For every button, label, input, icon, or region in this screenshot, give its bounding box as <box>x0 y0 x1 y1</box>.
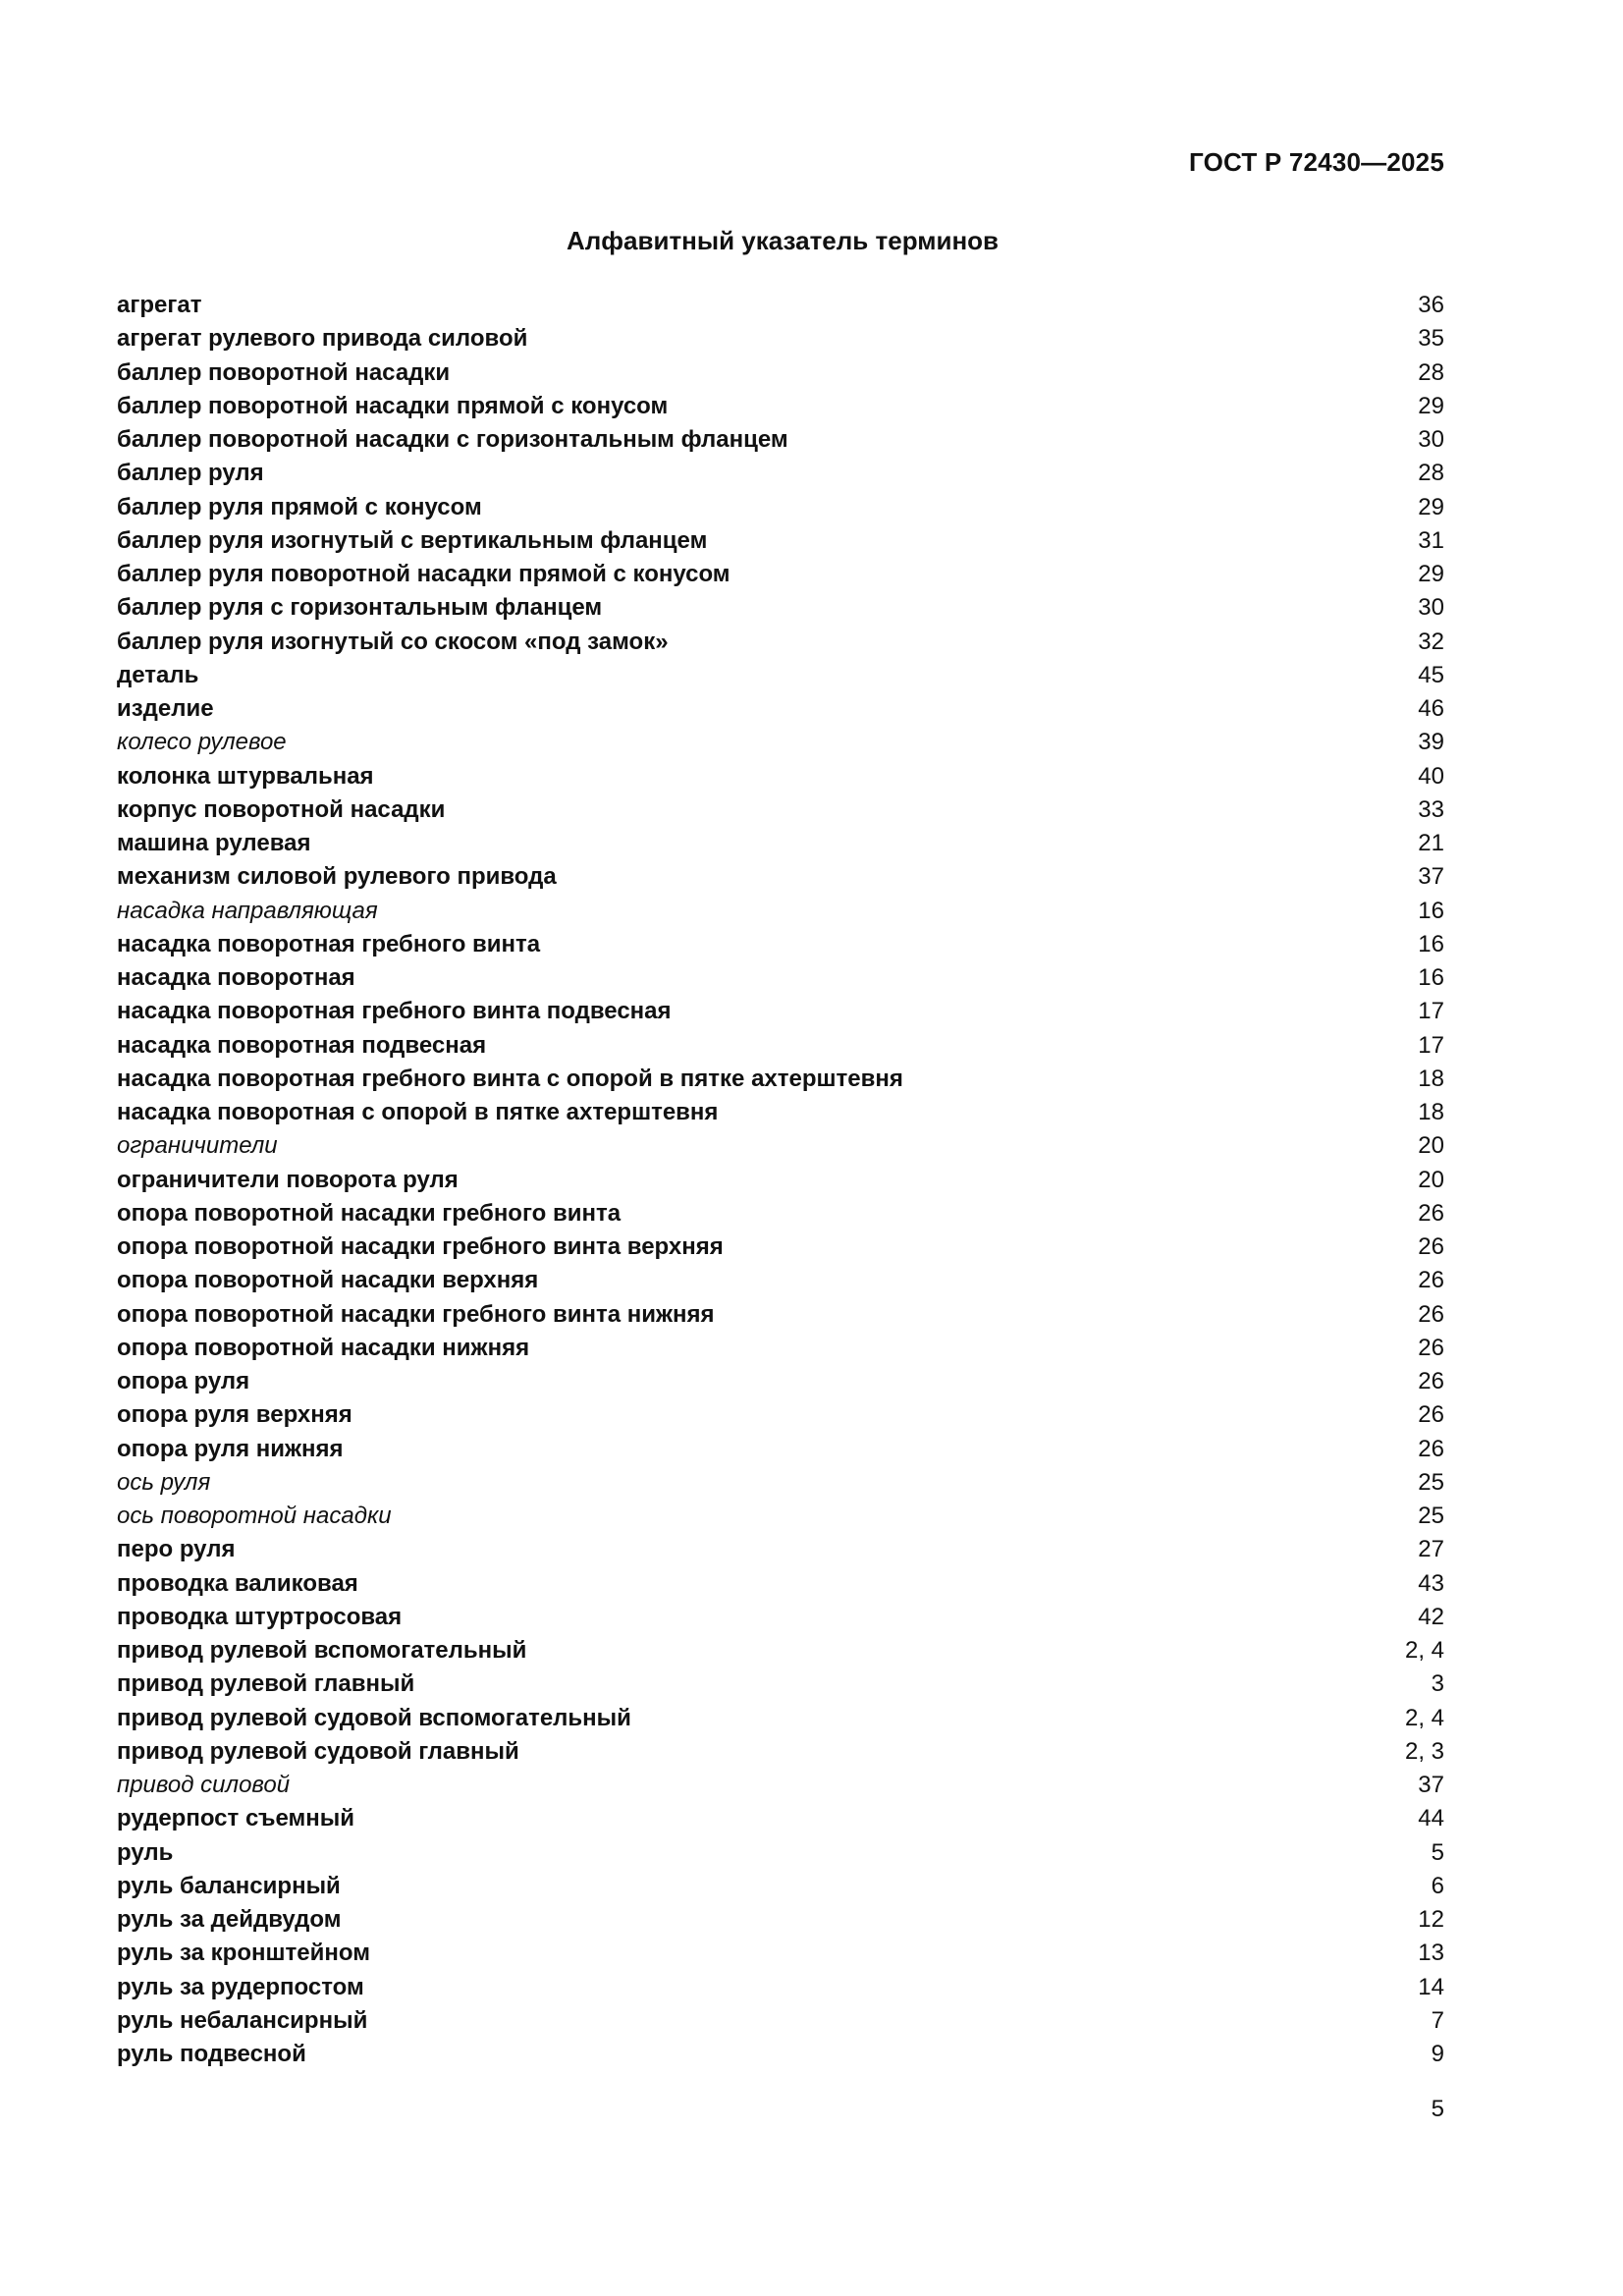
index-entry <box>117 827 1444 860</box>
index-entry <box>117 1164 1444 1197</box>
index-entry-term: опора поворотной насадки верхняя <box>117 1267 539 1294</box>
index-entry-ref: 6 <box>1431 1872 1444 1899</box>
index-entry <box>117 860 1444 894</box>
index-entry-ref: 26 <box>1418 1199 1444 1227</box>
index-entry-ref: 25 <box>1418 1468 1444 1496</box>
index-entry-term: ограничители поворота руля <box>117 1166 459 1193</box>
index-entry-term: привод силовой <box>117 1772 291 1798</box>
index-entry-ref: 17 <box>1418 998 1444 1025</box>
document-header-code: ГОСТ Р 72430—2025 <box>1189 147 1444 177</box>
index-entry-ref: 29 <box>1418 493 1444 520</box>
index-entry-ref: 13 <box>1418 1940 1444 1967</box>
index-entry-term: агрегат <box>117 292 202 318</box>
index-entry <box>117 726 1444 759</box>
index-entry-term: насадка направляющая <box>117 897 378 924</box>
index-entry-ref: 17 <box>1418 1031 1444 1059</box>
term-index-list <box>117 289 1444 2071</box>
index-entry-term: баллер поворотной насадки прямой с конусом <box>117 392 669 419</box>
index-entry-ref: 36 <box>1418 292 1444 318</box>
index-entry-ref: 7 <box>1431 2006 1444 2034</box>
index-entry-ref: 16 <box>1418 930 1444 957</box>
index-entry-term: баллер руля прямой с конусом <box>117 493 482 520</box>
index-entry-ref: 31 <box>1418 526 1444 554</box>
index-entry-term: баллер руля <box>117 460 264 487</box>
index-entry-term: привод рулевой судовой вспомогательный <box>117 1704 631 1731</box>
index-entry-term: колонка штурвальная <box>117 762 374 790</box>
index-entry-ref: 44 <box>1418 1805 1444 1832</box>
index-entry-term: баллер руля изогнутый с вертикальным фланцем <box>117 526 708 554</box>
index-entry <box>117 1433 1444 1466</box>
index-entry <box>117 1063 1444 1096</box>
index-entry-ref: 21 <box>1418 830 1444 856</box>
index-entry <box>117 1836 1444 1870</box>
index-entry-term: баллер руля поворотной насадки прямой с конусом <box>117 561 730 587</box>
index-entry-term: баллер руля с горизонтальным фланцем <box>117 594 603 622</box>
index-entry-ref: 20 <box>1418 1166 1444 1193</box>
index-entry-term: насадка поворотная с опорой в пятке ахтерштевня <box>117 1099 719 1125</box>
index-entry <box>117 793 1444 827</box>
index-entry <box>117 1702 1444 1735</box>
index-entry-term: руль <box>117 1838 174 1866</box>
index-entry-term: опора руля нижняя <box>117 1435 344 1462</box>
index-entry <box>117 457 1444 490</box>
index-entry <box>117 1903 1444 1937</box>
index-entry-term: опора поворотной насадки гребного винта нижняя <box>117 1300 715 1328</box>
index-entry <box>117 1937 1444 1970</box>
index-entry-term: насадка поворотная гребного винта подвесная <box>117 998 672 1025</box>
index-entry-term: корпус поворотной насадки <box>117 795 446 823</box>
index-entry <box>117 356 1444 390</box>
index-entry <box>117 1298 1444 1332</box>
index-entry <box>117 289 1444 322</box>
index-entry-ref: 18 <box>1418 1099 1444 1125</box>
index-entry <box>117 1601 1444 1634</box>
index-entry-term: насадка поворотная подвесная <box>117 1031 487 1059</box>
index-entry-ref: 26 <box>1418 1401 1444 1429</box>
index-entry <box>117 1667 1444 1701</box>
index-entry <box>117 2038 1444 2071</box>
index-entry-term: руль за кронштейном <box>117 1940 370 1967</box>
index-entry <box>117 1870 1444 1903</box>
index-entry-term: опора поворотной насадки нижняя <box>117 1334 530 1361</box>
index-entry <box>117 1332 1444 1365</box>
index-entry-ref: 45 <box>1418 661 1444 688</box>
index-entry-ref: 20 <box>1418 1132 1444 1160</box>
index-entry-ref: 29 <box>1418 561 1444 587</box>
index-entry-term: руль балансирный <box>117 1872 341 1899</box>
index-entry <box>117 1365 1444 1398</box>
index-entry <box>117 1500 1444 1533</box>
index-entry-term: руль подвесной <box>117 2041 306 2067</box>
index-entry-term: деталь <box>117 661 199 688</box>
index-entry <box>117 1567 1444 1601</box>
index-entry-term: опора поворотной насадки гребного винта верхняя <box>117 1233 724 1260</box>
index-title: Алфавитный указатель терминов <box>566 226 1000 255</box>
index-entry-ref: 26 <box>1418 1233 1444 1260</box>
index-entry-term: ось поворотной насадки <box>117 1503 392 1529</box>
index-entry-ref: 26 <box>1418 1300 1444 1328</box>
index-entry <box>117 692 1444 726</box>
index-entry-term: баллер поворотной насадки с горизонтальным фланцем <box>117 426 788 453</box>
index-entry-term: агрегат рулевого привода силовой <box>117 325 528 353</box>
index-entry-term: ограничители <box>117 1132 278 1160</box>
index-entry-ref: 26 <box>1418 1267 1444 1294</box>
index-entry-ref: 3 <box>1431 1670 1444 1698</box>
index-entry-ref: 37 <box>1418 863 1444 891</box>
index-entry-ref: 26 <box>1418 1334 1444 1361</box>
index-entry-term: проводка штуртросовая <box>117 1603 403 1630</box>
index-entry-ref: 28 <box>1418 358 1444 386</box>
index-entry-term: изделие <box>117 695 214 722</box>
index-entry-ref: 5 <box>1431 1838 1444 1866</box>
index-entry-term: баллер руля изогнутый со скосом «под замок» <box>117 628 669 655</box>
index-entry <box>117 928 1444 961</box>
index-entry-term: насадка поворотная <box>117 964 355 991</box>
index-entry-ref: 25 <box>1418 1503 1444 1529</box>
index-entry-term: проводка валиковая <box>117 1569 358 1597</box>
index-entry-term: ось руля <box>117 1468 211 1496</box>
index-entry-ref: 35 <box>1418 325 1444 353</box>
index-entry <box>117 1398 1444 1432</box>
index-entry-term: машина рулевая <box>117 830 311 856</box>
index-entry-term: механизм силовой рулевого привода <box>117 863 557 891</box>
index-entry-ref: 14 <box>1418 1973 1444 2000</box>
index-entry <box>117 1197 1444 1230</box>
index-entry-ref: 40 <box>1418 762 1444 790</box>
index-entry-ref: 37 <box>1418 1772 1444 1798</box>
index-entry-term: привод рулевой вспомогательный <box>117 1637 527 1664</box>
index-entry-ref: 29 <box>1418 392 1444 419</box>
index-entry-term: руль за дейдвудом <box>117 1906 342 1933</box>
index-entry-ref: 26 <box>1418 1368 1444 1394</box>
index-entry-ref: 9 <box>1431 2041 1444 2067</box>
index-entry-ref: 26 <box>1418 1435 1444 1462</box>
index-entry <box>117 1971 1444 2004</box>
index-entry-term: опора поворотной насадки гребного винта <box>117 1199 622 1227</box>
index-entry <box>117 491 1444 524</box>
index-entry <box>117 1533 1444 1566</box>
index-entry-ref: 2, 4 <box>1404 1637 1444 1664</box>
index-entry-term: руль за рудерпостом <box>117 1973 364 2000</box>
index-entry-ref: 43 <box>1418 1569 1444 1597</box>
index-entry-term: опора руля <box>117 1368 250 1394</box>
index-entry <box>117 322 1444 355</box>
index-entry-term: насадка поворотная гребного винта с опорой в пятке ахтерштевня <box>117 1065 903 1092</box>
index-entry-ref: 16 <box>1418 897 1444 924</box>
index-entry <box>117 390 1444 423</box>
index-entry <box>117 1769 1444 1802</box>
index-entry-ref: 46 <box>1418 695 1444 722</box>
index-entry-term: баллер поворотной насадки <box>117 358 451 386</box>
index-entry <box>117 1466 1444 1500</box>
index-entry-ref: 39 <box>1418 729 1444 756</box>
index-entry <box>117 2004 1444 2038</box>
index-entry-ref: 30 <box>1418 594 1444 622</box>
index-entry-ref: 18 <box>1418 1065 1444 1092</box>
index-entry-term: руль небалансирный <box>117 2006 368 2034</box>
index-entry <box>117 1230 1444 1264</box>
index-entry <box>117 1264 1444 1297</box>
index-entry-term: перо руля <box>117 1536 236 1563</box>
index-entry <box>117 1129 1444 1163</box>
index-entry-ref: 27 <box>1418 1536 1444 1563</box>
page-number: 5 <box>1431 2096 1444 2122</box>
index-entry <box>117 1735 1444 1769</box>
index-entry <box>117 1634 1444 1667</box>
index-entry <box>117 591 1444 625</box>
index-entry <box>117 961 1444 995</box>
index-entry-term: рудерпост съемный <box>117 1805 355 1832</box>
index-entry-term: насадка поворотная гребного винта <box>117 930 541 957</box>
index-entry <box>117 760 1444 793</box>
index-entry-term: привод рулевой главный <box>117 1670 415 1698</box>
index-entry-ref: 12 <box>1418 1906 1444 1933</box>
index-entry-ref: 16 <box>1418 964 1444 991</box>
index-entry <box>117 524 1444 558</box>
index-entry-ref: 2, 3 <box>1404 1737 1444 1765</box>
index-entry-term: опора руля верхняя <box>117 1401 352 1429</box>
index-entry <box>117 626 1444 659</box>
index-entry <box>117 1096 1444 1129</box>
index-entry-term: привод рулевой судовой главный <box>117 1737 519 1765</box>
index-entry <box>117 1029 1444 1063</box>
index-entry <box>117 558 1444 591</box>
index-entry-ref: 42 <box>1418 1603 1444 1630</box>
index-entry-ref: 33 <box>1418 795 1444 823</box>
index-entry-term: колесо рулевое <box>117 729 287 756</box>
index-entry <box>117 659 1444 692</box>
index-entry-ref: 32 <box>1418 628 1444 655</box>
index-entry-ref: 2, 4 <box>1404 1704 1444 1731</box>
index-entry <box>117 423 1444 457</box>
index-entry <box>117 1802 1444 1835</box>
index-entry <box>117 995 1444 1028</box>
index-entry-ref: 30 <box>1418 426 1444 453</box>
index-entry-ref: 28 <box>1418 460 1444 487</box>
index-entry <box>117 895 1444 928</box>
